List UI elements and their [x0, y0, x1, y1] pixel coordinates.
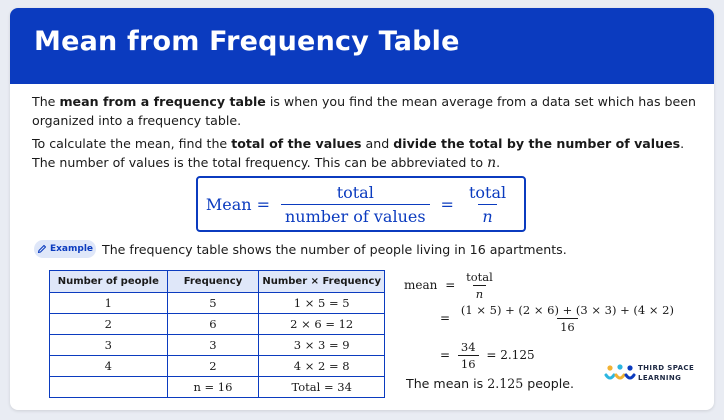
table-cell: 6 [167, 314, 259, 335]
column-header: Frequency [167, 271, 259, 293]
column-header: Number × Frequency [259, 271, 385, 293]
column-header: Number of people [50, 271, 168, 293]
table-row [50, 356, 385, 377]
table-cell: 3 × 3 = 9 [259, 335, 385, 356]
working-fraction-3: $\frac{34}{16}$ [458, 340, 479, 371]
working-fraction-1: $\frac{\text{total}}{n}$ [466, 270, 493, 301]
example-badge: Example [34, 240, 96, 258]
working-fraction-2: $\frac{(1 \times 5) + (2 \times 6) + (3 \times 3) + (4 \times 2)}{16}$ [460, 303, 674, 334]
table-header-row [50, 271, 385, 293]
working-line-1: mean = $\frac{\text{total}}{n}$ [404, 270, 496, 301]
table-cell: 4 [50, 356, 168, 377]
table-cell: 5 [167, 293, 259, 314]
definition-paragraph: The mean from a frequency table is when you find the mean average from a data set which has been organized into a frequency table. [32, 94, 697, 128]
table-row [50, 293, 385, 314]
table-cell: 2 [167, 356, 259, 377]
abbreviation-paragraph: The number of values is the total frequency. This can be abbreviated to n. [32, 155, 501, 171]
slide-card [10, 8, 714, 410]
conclusion-text: The mean is 2.125 people. [406, 376, 574, 391]
working-line-2: = $\frac{(1 \times 5) + (2 \times 6) + (3 \times 3) + (4 \times 2)}{16}$ [440, 303, 677, 334]
example-text: The frequency table shows the number of people living in 16 apartments. [102, 242, 567, 257]
table-row [50, 314, 385, 335]
table-cell: n = 16 [167, 377, 259, 398]
table-cell: 2 × 6 = 12 [259, 314, 385, 335]
method-paragraph: To calculate the mean, find the total of the values and divide the total by the number of values. [32, 136, 685, 151]
table-cell: 3 [167, 335, 259, 356]
frequency-table [49, 270, 385, 398]
table-row [50, 335, 385, 356]
mean-formula: Mean = $\frac{\text{total}}{\text{number of values}}$ = $\frac{\text{total}}{n}$ [198, 178, 524, 230]
page-title: Mean from Frequency Table [34, 26, 460, 57]
table-cell: 1 × 5 = 5 [259, 293, 385, 314]
working-line-3: = $\frac{34}{16}$ = 2.125 [440, 340, 535, 371]
header-banner [10, 8, 714, 84]
formula-fraction-1: $\frac{\text{total}}{\text{number of values}}$ [281, 183, 430, 226]
pencil-icon [37, 244, 47, 254]
table-cell: 3 [50, 335, 168, 356]
table-total-row [50, 377, 385, 398]
table-cell [50, 377, 168, 398]
mean-formula-box [196, 176, 526, 232]
formula-fraction-2: $\frac{\text{total}}{n}$ [468, 182, 507, 226]
third-space-learning-logo: THIRD SPACE LEARNING [604, 360, 704, 388]
logo-mark-icon [604, 362, 636, 386]
table-cell: 4 × 2 = 8 [259, 356, 385, 377]
table-cell: Total = 34 [259, 377, 385, 398]
table-cell: 2 [50, 314, 168, 335]
table-cell: 1 [50, 293, 168, 314]
